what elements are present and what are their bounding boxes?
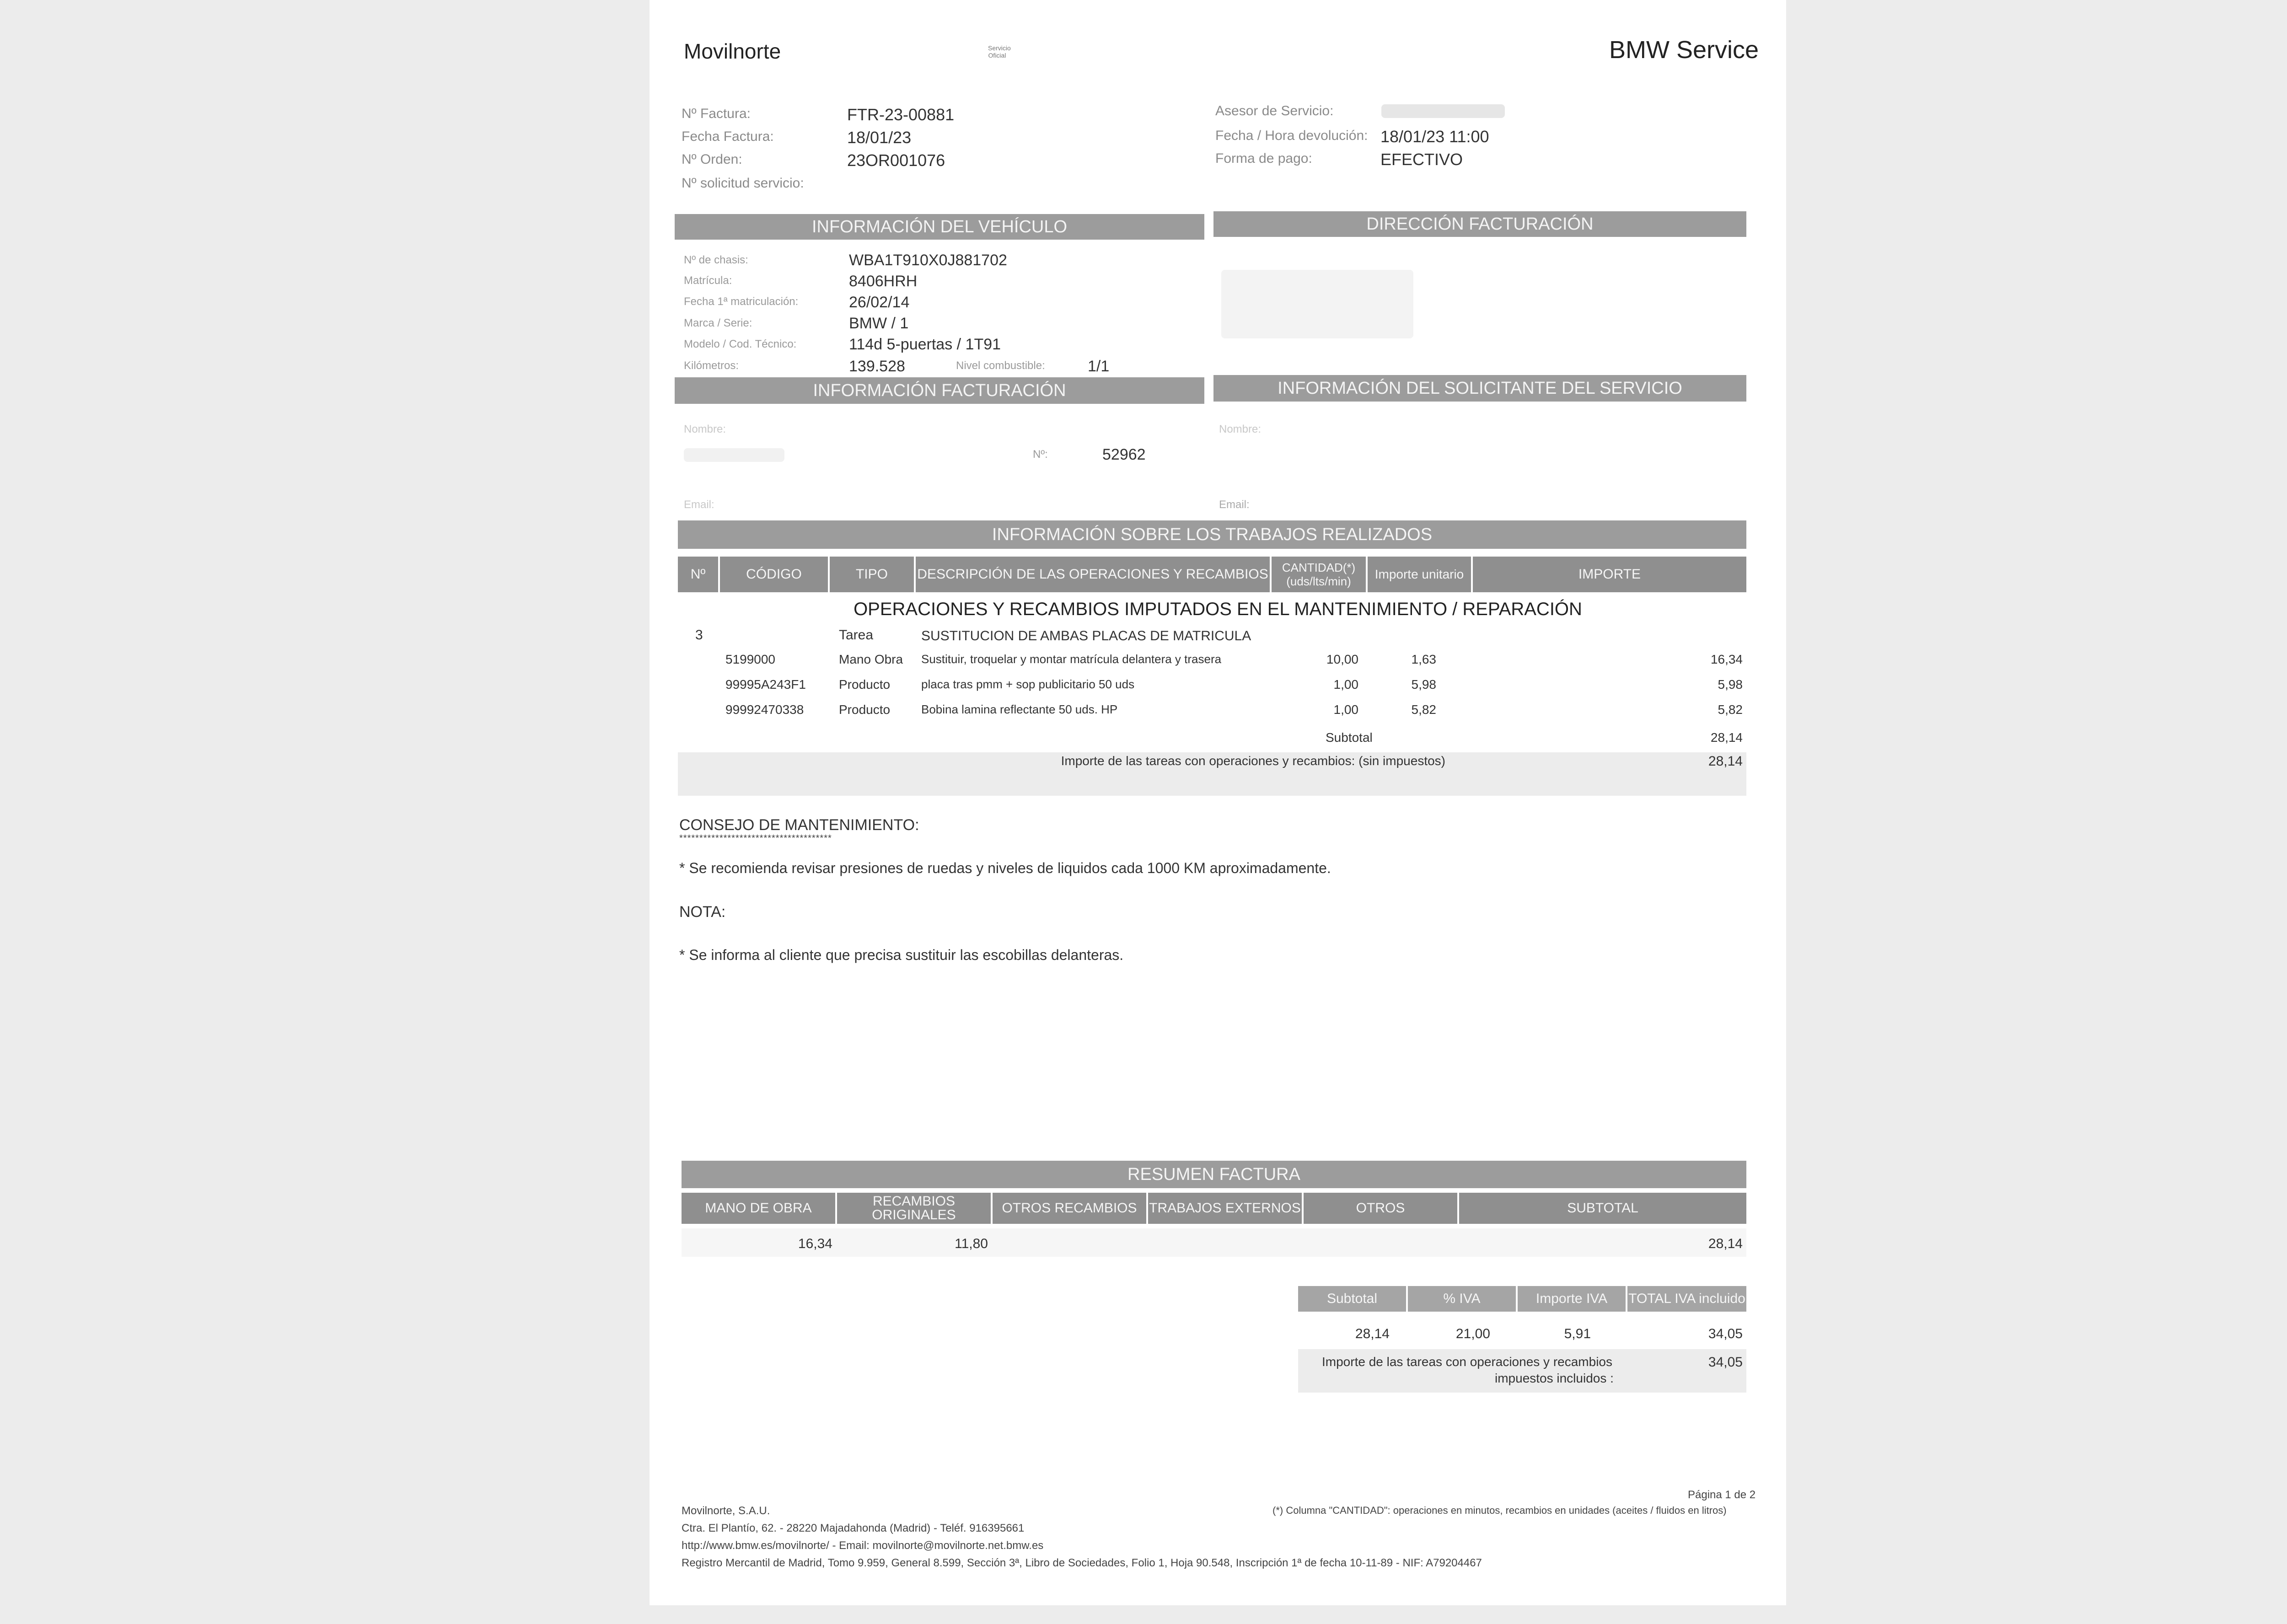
col-tipo: TIPO	[830, 557, 916, 592]
vehicle-section-header: INFORMACIÓN DEL VEHÍCULO	[675, 214, 1204, 240]
footer-address: Ctra. El Plantío, 62. - 28220 Majadahonda (Madrid) - Teléf. 916395661	[682, 1522, 1025, 1534]
summary-value-recambios-originales: 11,80	[955, 1236, 988, 1251]
task-type: Tarea	[839, 627, 874, 643]
nota-title: NOTA:	[679, 903, 726, 921]
chasis-label: Nº de chasis:	[684, 254, 748, 266]
tax-value-total: 34,05	[1708, 1326, 1743, 1341]
fecha-factura-label: Fecha Factura:	[682, 129, 774, 144]
redacted-billing-name	[684, 448, 784, 462]
nota-text: * Se informa al cliente que precisa sustituir las escobillas delanteras.	[679, 947, 1124, 963]
pago-label: Forma de pago:	[1215, 151, 1312, 166]
tax-col-iva: % IVA	[1408, 1286, 1518, 1312]
col-cantidad: CANTIDAD(*) (uds/lts/min)	[1272, 557, 1368, 592]
col-codigo: CÓDIGO	[720, 557, 830, 592]
table-row-code: 99995A243F1	[725, 677, 806, 691]
summary-value-subtotal: 28,14	[1708, 1236, 1743, 1251]
summary-col-trabajos-externos: TRABAJOS EXTERNOS	[1148, 1193, 1304, 1224]
devolucion-value: 18/01/23 11:00	[1380, 127, 1489, 146]
col-importe: IMPORTE	[1473, 557, 1746, 592]
table-row-amount: 5,98	[1718, 677, 1743, 691]
col-descripcion: DESCRIPCIÓN DE LAS OPERACIONES Y RECAMBIOS	[916, 557, 1272, 592]
redacted-asesor	[1381, 104, 1505, 118]
fecha-factura-value: 18/01/23	[847, 128, 912, 147]
redacted-billing-address	[1221, 270, 1413, 338]
consejo-stars: **************************************	[679, 833, 832, 843]
billing-address-header: DIRECCIÓN FACTURACIÓN	[1213, 211, 1746, 237]
tax-value-iva: 21,00	[1455, 1326, 1490, 1341]
billing-no-label: Nº:	[1033, 448, 1048, 461]
table-row-code: 99992470338	[725, 702, 804, 717]
modelo-value: 114d 5-puertas / 1T91	[849, 336, 1001, 353]
tax-col-total: TOTAL IVA incluido	[1627, 1286, 1746, 1312]
col-no: Nº	[678, 557, 720, 592]
fecha-matriculacion-label: Fecha 1ª matriculación:	[684, 295, 799, 308]
requester-nombre-label: Nombre:	[1219, 423, 1262, 435]
tax-value-subtotal: 28,14	[1355, 1326, 1390, 1341]
table-row-unit: 5,82	[1411, 702, 1436, 717]
tax-value-importe-iva: 5,91	[1564, 1326, 1591, 1341]
orden-value: 23OR001076	[847, 151, 945, 170]
asesor-label: Asesor de Servicio:	[1215, 103, 1334, 118]
pago-value: EFECTIVO	[1380, 150, 1463, 169]
consejo-title: CONSEJO DE MANTENIMIENTO:	[679, 816, 919, 834]
table-row-type: Producto	[839, 677, 891, 691]
works-total-label: Importe de las tareas con operaciones y recambios: (sin impuestos)	[1061, 754, 1445, 768]
requester-email-label: Email:	[1219, 498, 1250, 511]
table-row-code: 5199000	[725, 652, 776, 666]
tax-col-importe-iva: Importe IVA	[1518, 1286, 1627, 1312]
billing-no-value: 52962	[1102, 446, 1146, 463]
table-row-unit: 1,63	[1411, 652, 1436, 666]
fecha-matriculacion-value: 26/02/14	[849, 294, 910, 311]
combustible-label: Nivel combustible:	[956, 359, 1045, 372]
matricula-label: Matrícula:	[684, 274, 732, 287]
task-description: SUSTITUCION DE AMBAS PLACAS DE MATRICULA	[921, 628, 1251, 643]
company-name: Movilnorte	[684, 39, 781, 63]
table-row-type: Producto	[839, 702, 891, 717]
works-subtotal-label: Subtotal	[1326, 730, 1373, 745]
billing-info-header: INFORMACIÓN FACTURACIÓN	[675, 377, 1204, 404]
marca-label: Marca / Serie:	[684, 317, 752, 329]
chasis-value: WBA1T910X0J881702	[849, 252, 1007, 269]
summary-col-otros: OTROS	[1304, 1193, 1459, 1224]
works-group-title: OPERACIONES Y RECAMBIOS IMPUTADOS EN EL MANTENIMIENTO / REPARACIÓN	[854, 599, 1582, 619]
factura-value: FTR-23-00881	[847, 105, 955, 124]
summary-col-otros-recambios: OTROS RECAMBIOS	[993, 1193, 1148, 1224]
km-value: 139.528	[849, 358, 905, 375]
table-row-type: Mano Obra	[839, 652, 903, 666]
orden-label: Nº Orden:	[682, 152, 742, 167]
brand-title: BMW Service	[1609, 36, 1759, 64]
billing-email-label: Email:	[684, 498, 714, 511]
tax-total-label-1: Importe de las tareas con operaciones y recambios	[1322, 1355, 1612, 1369]
summary-section-header: RESUMEN FACTURA	[682, 1161, 1746, 1188]
consejo-text: * Se recomienda revisar presiones de ruedas y niveles de liquidos cada 1000 KM aproximadamente.	[679, 860, 1331, 876]
combustible-value: 1/1	[1088, 358, 1110, 375]
official-service-note: Servicio Oficial	[988, 44, 1011, 59]
billing-nombre-label: Nombre:	[684, 423, 726, 435]
table-row-unit: 5,98	[1411, 677, 1436, 691]
solicitud-label: Nº solicitud servicio:	[682, 176, 804, 191]
devolucion-label: Fecha / Hora devolución:	[1215, 128, 1368, 143]
matricula-value: 8406HRH	[849, 273, 918, 290]
km-label: Kilómetros:	[684, 359, 739, 372]
summary-value-mano-obra: 16,34	[798, 1236, 832, 1251]
table-row-description: Sustituir, troquelar y montar matrícula delantera y trasera	[921, 652, 1222, 666]
footer-company: Movilnorte, S.A.U.	[682, 1505, 770, 1517]
table-row-amount: 16,34	[1710, 652, 1743, 666]
summary-col-recambios-originales: RECAMBIOS ORIGINALES	[837, 1193, 993, 1224]
cantidad-footnote: (*) Columna "CANTIDAD": operaciones en minutos, recambios en unidades (aceites / fluidos en litros)	[1272, 1505, 1727, 1516]
task-number: 3	[695, 627, 703, 643]
col-importe-unitario: Importe unitario	[1368, 557, 1473, 592]
tax-col-subtotal: Subtotal	[1298, 1286, 1408, 1312]
footer-registro: Registro Mercantil de Madrid, Tomo 9.959, General 8.599, Sección 3ª, Libro de Sociedades, Folio 1, Hoja 90.548, Inscripción 1ª de fecha 10-11-89 - NIF: A79204467	[682, 1557, 1482, 1569]
table-row-qty: 10,00	[1326, 652, 1358, 666]
table-row-description: Bobina lamina reflectante 50 uds. HP	[921, 702, 1118, 716]
tax-total-value: 34,05	[1708, 1355, 1743, 1370]
invoice-page	[650, 0, 1786, 1605]
works-section-header: INFORMACIÓN SOBRE LOS TRABAJOS REALIZADOS	[678, 520, 1746, 549]
summary-col-subtotal: SUBTOTAL	[1459, 1193, 1746, 1224]
summary-values-band	[682, 1228, 1746, 1257]
table-row-amount: 5,82	[1718, 702, 1743, 717]
footer-web: http://www.bmw.es/movilnorte/ - Email: movilnorte@movilnorte.net.bmw.es	[682, 1539, 1044, 1552]
works-total-value: 28,14	[1708, 754, 1743, 769]
table-row-description: placa tras pmm + sop publicitario 50 uds	[921, 677, 1135, 691]
factura-label: Nº Factura:	[682, 106, 751, 121]
marca-value: BMW / 1	[849, 315, 909, 332]
table-row-qty: 1,00	[1333, 702, 1358, 717]
page-number: Página 1 de 2	[1688, 1489, 1756, 1501]
tax-total-label-2: impuestos incluidos :	[1495, 1371, 1614, 1385]
modelo-label: Modelo / Cod. Técnico:	[684, 338, 797, 350]
requester-header: INFORMACIÓN DEL SOLICITANTE DEL SERVICIO	[1213, 375, 1746, 402]
works-subtotal-value: 28,14	[1710, 730, 1743, 745]
table-row-qty: 1,00	[1333, 677, 1358, 691]
summary-col-mano-obra: MANO DE OBRA	[682, 1193, 837, 1224]
